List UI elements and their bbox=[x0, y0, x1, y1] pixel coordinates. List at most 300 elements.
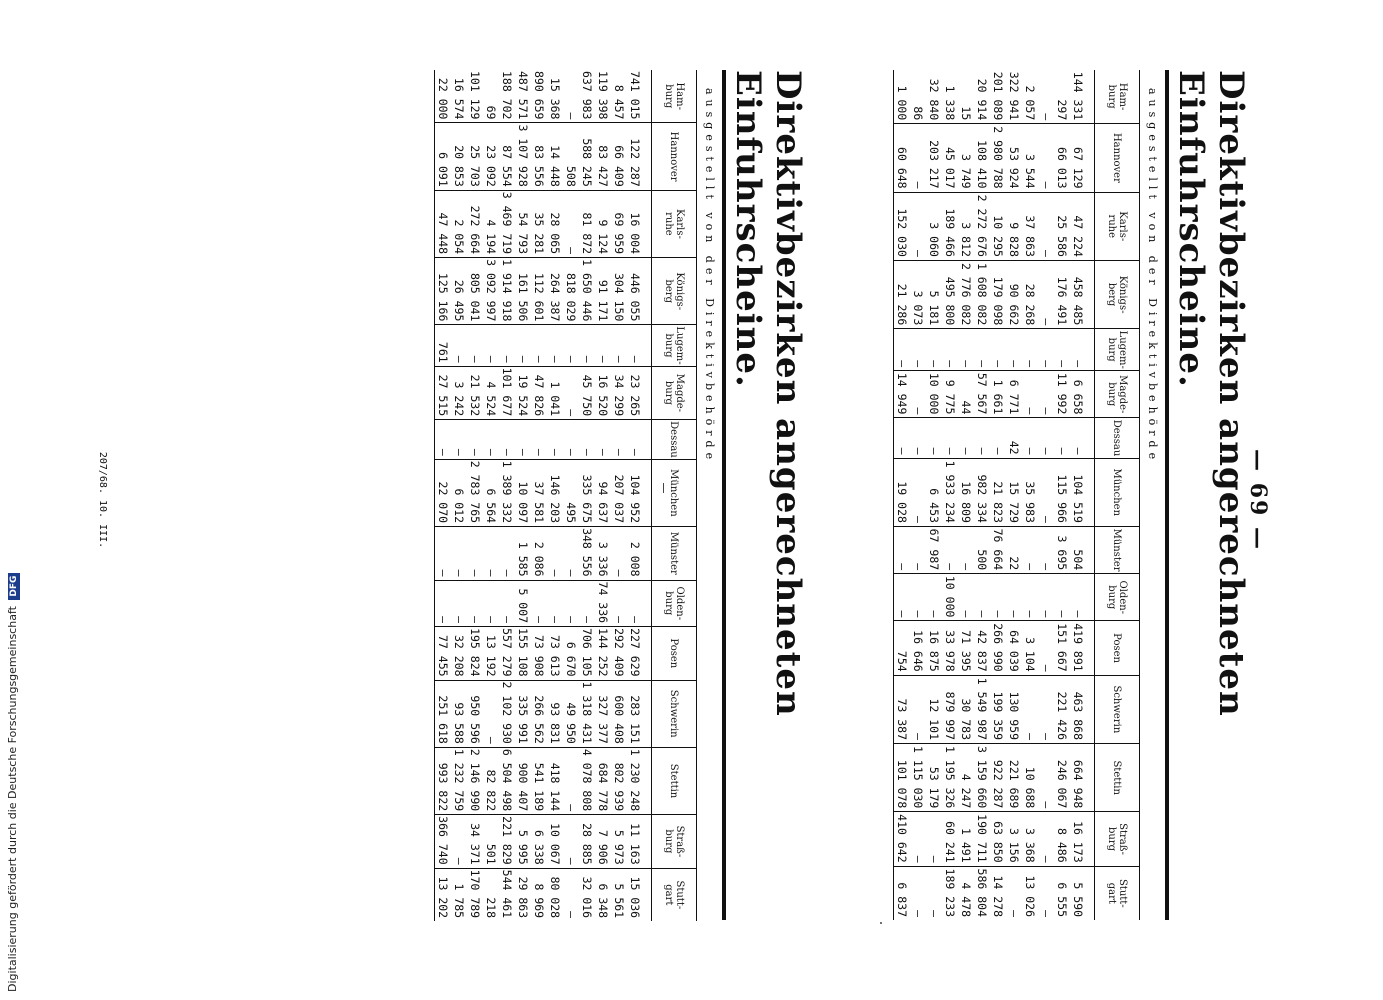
table-cell: 155 108 bbox=[515, 627, 531, 680]
table-cell: 251 618 bbox=[435, 680, 452, 747]
table-cell: 93 831 bbox=[547, 680, 563, 747]
table-cell: — bbox=[467, 580, 483, 627]
section-1-title: Direktivbezirken angerechneten Einfuhrscheine. bbox=[1171, 70, 1251, 717]
table-cell: 82 822 bbox=[483, 747, 499, 814]
table-cell: 2 054 bbox=[451, 190, 467, 257]
table-cell: 15 036 bbox=[627, 868, 652, 921]
table-cell: — bbox=[910, 192, 926, 260]
table-cell: — bbox=[563, 868, 579, 921]
table-cell: 10 000 bbox=[942, 574, 958, 621]
table-cell: — bbox=[1054, 574, 1070, 621]
table-cell: 4 247 bbox=[958, 744, 974, 812]
column-header: Stutt- gart bbox=[652, 868, 697, 921]
table-cell: 67 987 bbox=[926, 526, 942, 573]
table-cell: — bbox=[563, 366, 579, 419]
table-cell: 83 556 bbox=[531, 123, 547, 190]
table-cell: 5 995 bbox=[515, 815, 531, 868]
table-cell: 94 637 bbox=[595, 459, 611, 526]
table-cell: — bbox=[531, 420, 547, 460]
table-cell: — bbox=[1006, 866, 1022, 920]
column-header: Magde- burg bbox=[652, 366, 697, 419]
table-row bbox=[1054, 70, 1070, 920]
table-cell: — bbox=[1054, 329, 1070, 371]
table-cell: — bbox=[435, 527, 452, 580]
column-header: Königs- berg bbox=[652, 258, 697, 325]
table-cell: 6 564 bbox=[483, 459, 499, 526]
section-2-table bbox=[434, 70, 697, 921]
table-cell: — bbox=[547, 527, 563, 580]
digitization-text: Digitalisierung gefördert durch die Deutsche Forschungsgemeinschaft bbox=[6, 606, 19, 992]
table-cell: — bbox=[499, 580, 515, 627]
table-cell: 35 983 bbox=[1022, 458, 1038, 526]
table-cell: 544 461 bbox=[499, 868, 515, 921]
table-cell: 188 702 bbox=[500, 71, 514, 120]
table-cell: 5 007 bbox=[515, 580, 531, 627]
table-cell: 67 129 bbox=[1070, 124, 1095, 192]
table-cell: 1 232 759 bbox=[451, 747, 467, 814]
table-cell: 348 556 bbox=[579, 527, 595, 580]
table-cell: — bbox=[974, 574, 990, 621]
table-cell: 3 368 bbox=[1022, 812, 1038, 866]
table-cell: 950 596 bbox=[467, 680, 483, 747]
table-cell: — bbox=[515, 325, 531, 366]
table-cell: 2 086 bbox=[531, 527, 547, 580]
table-cell: — bbox=[894, 418, 911, 458]
table-cell: 1 195 326 bbox=[942, 744, 958, 812]
table-cell: — bbox=[627, 580, 652, 627]
table-cell: — bbox=[942, 526, 958, 573]
table-cell: 754 bbox=[894, 621, 911, 675]
table-cell: 60 241 bbox=[942, 812, 958, 866]
table-cell: 44 bbox=[958, 371, 974, 418]
table-cell: 104 952 bbox=[627, 459, 652, 526]
table-cell: 410 642 bbox=[894, 812, 911, 866]
table-cell: 5 590 bbox=[1070, 866, 1095, 920]
table-cell: — bbox=[1038, 192, 1054, 260]
table-cell: 3 544 bbox=[1022, 124, 1038, 192]
table-cell: 982 334 bbox=[974, 458, 990, 526]
table-cell: 495 800 bbox=[942, 260, 958, 328]
table-cell: — bbox=[563, 325, 579, 366]
table-cell: 32 208 bbox=[451, 627, 467, 680]
table-row bbox=[958, 70, 974, 920]
table-cell: 37 581 bbox=[531, 459, 547, 526]
table-cell: 57 567 bbox=[974, 371, 990, 418]
table-cell: — bbox=[942, 418, 958, 458]
table-cell: — bbox=[483, 680, 499, 747]
table-cell: — bbox=[1038, 574, 1054, 621]
table-cell: 3 469 719 bbox=[499, 190, 515, 257]
column-header: Schwerin bbox=[652, 680, 697, 747]
table-cell: 283 151 bbox=[627, 680, 652, 747]
table-cell: 2 008 bbox=[627, 527, 652, 580]
table-cell: 16 004 bbox=[627, 190, 652, 257]
table-cell: 3 812 bbox=[958, 192, 974, 260]
table-cell: 80 028 bbox=[547, 868, 563, 921]
table-cell: 3 060 bbox=[926, 192, 942, 260]
table-cell: 3 156 bbox=[1006, 812, 1022, 866]
table-cell: — bbox=[531, 325, 547, 366]
table-cell: 152 030 bbox=[894, 192, 911, 260]
table-cell: 35 281 bbox=[531, 190, 547, 257]
table-cell: — bbox=[910, 812, 926, 866]
table-cell: 297 bbox=[1055, 99, 1069, 121]
table-cell: — bbox=[1070, 329, 1095, 371]
table-cell: 91 171 bbox=[595, 258, 611, 325]
table-cell: — bbox=[579, 325, 595, 366]
table-cell: — bbox=[910, 675, 926, 743]
table-cell: 1 389 332 bbox=[499, 459, 515, 526]
table-row bbox=[1038, 70, 1054, 920]
table-row bbox=[531, 70, 547, 921]
table-cell: 10 067 bbox=[547, 815, 563, 868]
column-header: Straß- burg bbox=[1095, 812, 1140, 866]
dfg-logo-icon: DFG bbox=[8, 573, 20, 600]
table-cell: 201 089 bbox=[991, 71, 1005, 121]
table-row bbox=[483, 70, 499, 921]
table-cell: 74 336 bbox=[595, 580, 611, 627]
table-cell: 47 448 bbox=[435, 190, 452, 257]
table-cell: 73 387 bbox=[894, 675, 911, 743]
table-cell: — bbox=[499, 527, 515, 580]
table-cell: 73 613 bbox=[547, 627, 563, 680]
table-cell: 3 159 660 bbox=[974, 744, 990, 812]
table-cell: — bbox=[435, 420, 452, 460]
table-cell: 33 978 bbox=[942, 621, 958, 675]
table-cell: — bbox=[547, 325, 563, 366]
table-cell: — bbox=[595, 420, 611, 460]
table-cell: — bbox=[1038, 418, 1054, 458]
column-header: Olden- burg bbox=[1095, 574, 1140, 621]
table-cell: 684 778 bbox=[595, 747, 611, 814]
table-cell: 805 041 bbox=[467, 258, 483, 325]
table-cell: 890 659 bbox=[532, 71, 546, 120]
table-cell: — bbox=[483, 580, 499, 627]
table-cell: — bbox=[958, 526, 974, 573]
table-cell: 76 664 bbox=[990, 526, 1006, 573]
table-row bbox=[1070, 70, 1095, 920]
table-cell: — bbox=[1070, 418, 1095, 458]
table-cell: 28 065 bbox=[547, 190, 563, 257]
table-cell: 29 863 bbox=[515, 868, 531, 921]
table-cell: 11 163 bbox=[627, 815, 652, 868]
table-cell: 101 078 bbox=[894, 744, 911, 812]
table-cell: — bbox=[1022, 418, 1038, 458]
table-cell: 1 491 bbox=[958, 812, 974, 866]
table-cell: — bbox=[1038, 260, 1054, 328]
table-cell: 13 202 bbox=[435, 868, 452, 921]
table-cell: 34 371 bbox=[467, 815, 483, 868]
table-cell: — bbox=[1022, 371, 1038, 418]
table-row bbox=[611, 70, 627, 921]
table-cell: — bbox=[1038, 675, 1054, 743]
table-cell: 6 453 bbox=[926, 458, 942, 526]
table-cell: — bbox=[611, 580, 627, 627]
table-cell: 28 885 bbox=[579, 815, 595, 868]
table-cell: 25 703 bbox=[467, 123, 483, 190]
table-cell: — bbox=[894, 574, 911, 621]
table-cell: 104 519 bbox=[1070, 458, 1095, 526]
table-cell: 335 675 bbox=[579, 459, 595, 526]
table-cell: 63 850 bbox=[990, 812, 1006, 866]
table-cell: 7 906 bbox=[595, 815, 611, 868]
table-cell: 4 078 808 bbox=[579, 747, 595, 814]
table-cell: — bbox=[958, 329, 974, 371]
table-cell: 14 949 bbox=[894, 371, 911, 418]
table-cell: 10 097 bbox=[515, 459, 531, 526]
table-cell: 22 000 bbox=[436, 77, 450, 120]
table-cell: 221 426 bbox=[1054, 675, 1070, 743]
table-cell: 501 bbox=[483, 815, 499, 868]
table-cell: 1 608 082 bbox=[974, 260, 990, 328]
table-cell: 266 562 bbox=[531, 680, 547, 747]
table-row bbox=[451, 70, 467, 921]
table-cell: 227 629 bbox=[627, 627, 652, 680]
table-cell: — bbox=[467, 527, 483, 580]
table-cell: — bbox=[563, 420, 579, 460]
table-cell: — bbox=[1038, 458, 1054, 526]
section-1-rule bbox=[1165, 70, 1169, 920]
table-cell: 3 336 bbox=[595, 527, 611, 580]
table-cell: — bbox=[1038, 371, 1054, 418]
table-cell: 9 828 bbox=[1006, 192, 1022, 260]
table-cell: — bbox=[564, 112, 578, 120]
table-row bbox=[1022, 70, 1038, 920]
table-cell: 27 515 bbox=[435, 366, 452, 419]
table-cell: 993 822 bbox=[435, 747, 452, 814]
table-cell: 6 338 bbox=[531, 815, 547, 868]
table-cell: 8 969 bbox=[531, 868, 547, 921]
table-cell: 10 000 bbox=[926, 371, 942, 418]
table-cell: — bbox=[563, 190, 579, 257]
table-row bbox=[499, 70, 515, 921]
table-cell: 125 166 bbox=[435, 258, 452, 325]
table-cell: — bbox=[926, 418, 942, 458]
table-cell: 21 532 bbox=[467, 366, 483, 419]
table-row bbox=[467, 70, 483, 921]
table-cell: 190 711 bbox=[974, 812, 990, 866]
column-header: Olden- burg bbox=[652, 580, 697, 627]
table-cell: 207 037 bbox=[611, 459, 627, 526]
table-cell: — bbox=[499, 420, 515, 460]
column-header: Dessau bbox=[1095, 418, 1140, 458]
table-cell: 508 bbox=[563, 123, 579, 190]
table-cell: 1 115 030 bbox=[910, 744, 926, 812]
table-row bbox=[1006, 70, 1022, 920]
table-cell: — bbox=[942, 329, 958, 371]
table-cell: 5 181 bbox=[926, 260, 942, 328]
section-2-subtitle: ausgestellt von der Direktivbehörde bbox=[703, 88, 716, 465]
table-cell: 64 039 bbox=[1006, 621, 1022, 675]
table-cell: 14 278 bbox=[990, 866, 1006, 920]
table-cell: 1 338 bbox=[943, 85, 957, 121]
table-cell: — bbox=[990, 329, 1006, 371]
table-cell: 25 586 bbox=[1054, 192, 1070, 260]
table-cell: 20 914 bbox=[975, 78, 989, 121]
table-cell: 5 561 bbox=[611, 868, 627, 921]
table-cell: 12 101 bbox=[926, 675, 942, 743]
table-cell: 47 826 bbox=[531, 366, 547, 419]
table-cell: 500 bbox=[974, 526, 990, 573]
table-cell: 32 016 bbox=[579, 868, 595, 921]
section-1 bbox=[893, 70, 1251, 920]
column-header: Münster bbox=[652, 527, 697, 580]
table-cell: 6 555 bbox=[1054, 866, 1070, 920]
column-header: Münster bbox=[1095, 526, 1140, 573]
table-cell: 2 776 082 bbox=[958, 260, 974, 328]
column-header: Hannover bbox=[1095, 124, 1140, 192]
table-cell: 22 bbox=[1006, 526, 1022, 573]
table-cell: 6 670 bbox=[563, 627, 579, 680]
table-cell: 2 272 676 bbox=[974, 192, 990, 260]
table-cell: — bbox=[1038, 744, 1054, 812]
table-cell: 28 268 bbox=[1022, 260, 1038, 328]
column-header: Schwerin bbox=[1095, 675, 1140, 743]
table-cell: — bbox=[563, 815, 579, 868]
table-cell: — bbox=[926, 329, 942, 371]
column-header: Karls- ruhe bbox=[652, 190, 697, 257]
print-mark bbox=[663, 483, 664, 493]
table-cell: 9 124 bbox=[595, 190, 611, 257]
table-cell: 1 585 bbox=[515, 527, 531, 580]
table-cell: 45 750 bbox=[579, 366, 595, 419]
table-cell: 19 028 bbox=[894, 458, 911, 526]
table-cell: 16 520 bbox=[595, 366, 611, 419]
table-cell: 3 092 997 bbox=[483, 258, 499, 325]
table-cell: 418 144 bbox=[547, 747, 563, 814]
table-cell: — bbox=[467, 325, 483, 366]
table-row bbox=[515, 70, 531, 921]
table-cell: 246 067 bbox=[1054, 744, 1070, 812]
table-cell: — bbox=[483, 527, 499, 580]
table-cell: 10 295 bbox=[990, 192, 1006, 260]
column-header: Ham- burg bbox=[1095, 70, 1140, 124]
table-cell: 588 245 bbox=[579, 123, 595, 190]
table-cell: — bbox=[894, 526, 911, 573]
table-cell: 37 863 bbox=[1022, 192, 1038, 260]
table-cell: — bbox=[1022, 574, 1038, 621]
table-cell: 21 823 bbox=[990, 458, 1006, 526]
table-cell: 53 924 bbox=[1006, 124, 1022, 192]
table-cell: — bbox=[451, 325, 467, 366]
table-cell: 73 908 bbox=[531, 627, 547, 680]
table-cell: — bbox=[579, 420, 595, 460]
table-cell: 8 486 bbox=[1054, 812, 1070, 866]
table-cell: — bbox=[1070, 574, 1095, 621]
table-cell: — bbox=[1022, 329, 1038, 371]
table-cell: 122 287 bbox=[627, 123, 652, 190]
table-cell: — bbox=[974, 418, 990, 458]
table-cell: 1 318 431 bbox=[579, 680, 595, 747]
table-cell: — bbox=[451, 420, 467, 460]
table-cell: 189 233 bbox=[942, 866, 958, 920]
table-cell: 6 091 bbox=[435, 123, 452, 190]
table-cell: 71 395 bbox=[958, 621, 974, 675]
table-cell: 637 983 bbox=[580, 71, 594, 120]
table-cell: 1 230 248 bbox=[627, 747, 652, 814]
table-cell: 419 891 bbox=[1070, 621, 1095, 675]
table-cell: 151 667 bbox=[1054, 621, 1070, 675]
table-cell: — bbox=[1038, 124, 1054, 192]
table-cell: — bbox=[1038, 621, 1054, 675]
table-cell: — bbox=[515, 420, 531, 460]
table-cell: 87 554 bbox=[499, 123, 515, 190]
table-row bbox=[894, 70, 911, 920]
table-cell: — bbox=[1054, 418, 1070, 458]
column-header: München bbox=[652, 459, 697, 526]
table-cell: 1 041 bbox=[547, 366, 563, 419]
table-cell: — bbox=[611, 325, 627, 366]
table-cell: 900 407 bbox=[515, 747, 531, 814]
table-cell: 13 026 bbox=[1022, 866, 1038, 920]
table-cell: 264 387 bbox=[547, 258, 563, 325]
table-cell: — bbox=[547, 580, 563, 627]
table-row bbox=[563, 70, 579, 921]
table-cell: 1 650 446 bbox=[579, 258, 595, 325]
section-2-title: Direktivbezirken angerechneten Einfuhrscheine. bbox=[728, 70, 808, 717]
section-1-table bbox=[893, 70, 1140, 920]
table-cell: 1 549 987 bbox=[974, 675, 990, 743]
table-cell: — bbox=[1038, 329, 1054, 371]
table-cell: 119 398 bbox=[596, 71, 610, 120]
table-cell: — bbox=[611, 527, 627, 580]
table-header-row bbox=[652, 70, 697, 921]
table-cell: — bbox=[990, 574, 1006, 621]
table-cell: 3 107 928 bbox=[515, 123, 531, 190]
table-cell: 9 775 bbox=[942, 371, 958, 418]
table-cell: 446 055 bbox=[627, 258, 652, 325]
print-dot bbox=[880, 922, 882, 924]
table-cell: 170 789 bbox=[467, 868, 483, 921]
table-cell: 335 991 bbox=[515, 680, 531, 747]
table-cell: — bbox=[627, 420, 652, 460]
table-cell: 66 409 bbox=[611, 123, 627, 190]
table-cell: 487 571 bbox=[516, 71, 530, 120]
section-1-subtitle: ausgestellt von der Direktivbehörde bbox=[1146, 88, 1159, 465]
table-row bbox=[910, 70, 926, 920]
column-header: Stutt- gart bbox=[1095, 866, 1140, 920]
table-cell: 3 242 bbox=[451, 366, 467, 419]
table-cell: — bbox=[563, 527, 579, 580]
table-cell: 21 286 bbox=[894, 260, 911, 328]
table-cell: 304 150 bbox=[611, 258, 627, 325]
table-cell: — bbox=[499, 325, 515, 366]
table-cell: — bbox=[451, 580, 467, 627]
table-cell: 203 217 bbox=[926, 124, 942, 192]
table-cell: — bbox=[910, 124, 926, 192]
column-header: Karls- ruhe bbox=[1095, 192, 1140, 260]
table-row bbox=[595, 70, 611, 921]
table-cell: — bbox=[910, 526, 926, 573]
table-cell: — bbox=[1006, 574, 1022, 621]
table-cell: 5 973 bbox=[611, 815, 627, 868]
table-row bbox=[547, 70, 563, 921]
table-cell: 195 824 bbox=[467, 627, 483, 680]
table-cell: — bbox=[467, 420, 483, 460]
table-cell: 53 179 bbox=[926, 744, 942, 812]
table-cell: 19 524 bbox=[515, 366, 531, 419]
table-cell: — bbox=[894, 329, 911, 371]
table-cell: — bbox=[926, 812, 942, 866]
table-cell: 6 348 bbox=[595, 868, 611, 921]
table-cell: 218 bbox=[483, 868, 499, 921]
column-header: Stettin bbox=[1095, 744, 1140, 812]
table-cell: — bbox=[990, 418, 1006, 458]
table-cell: — bbox=[451, 815, 467, 868]
section-2 bbox=[434, 70, 808, 920]
footer-reference: 207/68. 10. III. bbox=[97, 451, 108, 549]
table-cell: 463 868 bbox=[1070, 675, 1095, 743]
